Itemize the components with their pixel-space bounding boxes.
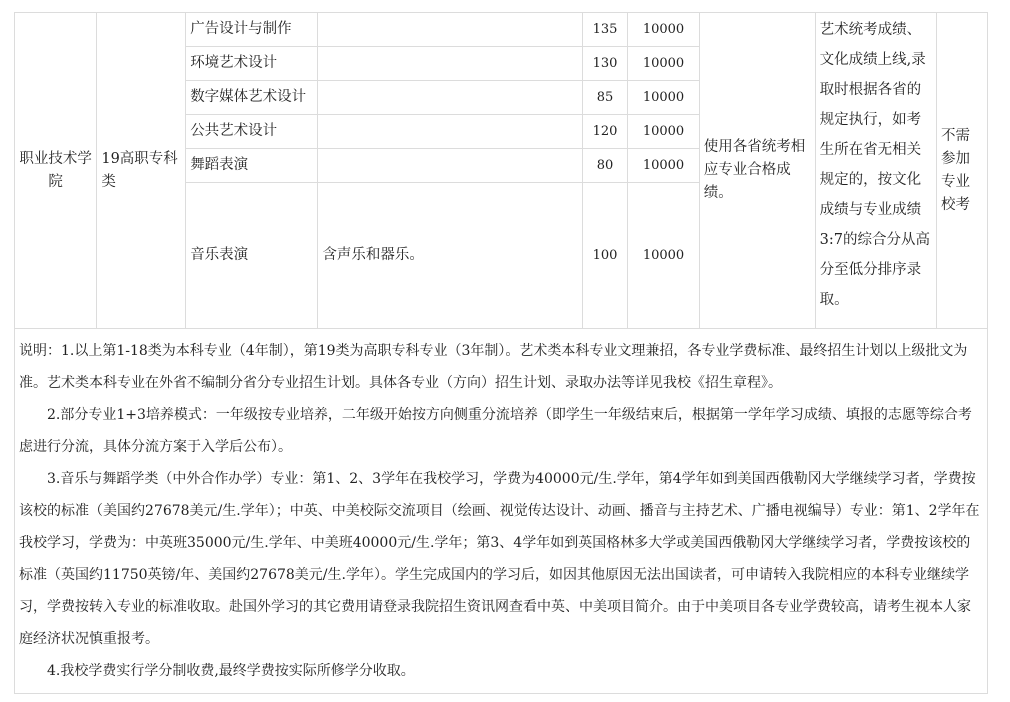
major-fee: 10000 bbox=[628, 47, 700, 81]
admission-rule-cell: 艺术统考成绩、文化成绩上线,录取时根据各省的规定执行，如考生所在省无相关规定的，按文化成绩与专业成绩3:7的综合分从高分至低分排序录取。 bbox=[815, 13, 936, 329]
major-note: 含声乐和器乐。 bbox=[318, 183, 582, 329]
major-plan: 135 bbox=[582, 13, 628, 47]
major-plan: 130 bbox=[582, 47, 628, 81]
major-plan: 80 bbox=[582, 149, 628, 183]
notes-section bbox=[14, 329, 988, 694]
note-3: 3.音乐与舞蹈学类（中外合作办学）专业：第1、2、3学年在我校学习，学费为40000元/生.学年，第4学年如到美国西俄勒冈大学继续学习者，学费按该校的标准（美国约27678美元/生.学年）；中英、中美校际交流项目（绘画、视觉传达设计、动画、播音与主持艺术、广播电视编导）专业：第1、2学年在我校学习，学费为：中英班35000元/生.学年、中美班40000元/生.学年；第3、4学年如到英国格林多大学或美国西俄勒冈大学继续学习者，学费按该校的标准（英国约11750英镑/年、美国约27678美元/生.学年）。学生完成国内的学习后，如因其他原因无法出国读者，可申请转入我院相应的本科专业继续学习，学费按转入专业的标准收取。赴国外学习的其它费用请登录我院招生资讯网查看中英、中美项目简介。由于中美项目各专业学费较高，请考生视本人家庭经济状况慎重报考。 bbox=[19, 471, 980, 647]
major-plan: 85 bbox=[582, 81, 628, 115]
major-note bbox=[318, 115, 582, 149]
major-fee: 10000 bbox=[628, 81, 700, 115]
major-plan: 100 bbox=[582, 183, 628, 329]
table-row bbox=[15, 13, 988, 47]
major-plan: 120 bbox=[582, 115, 628, 149]
major-fee: 10000 bbox=[628, 115, 700, 149]
major-name: 环境艺术设计 bbox=[186, 47, 318, 81]
note-1: 说明：1.以上第1-18类为本科专业（4年制），第19类为高职专科专业（3年制）。艺术类本科专业文理兼招，各专业学费标准、最终招生计划以上级批文为准。艺术类本科专业在外省不编制分省分专业招生计划。具体各专业（方向）招生计划、录取办法等详见我校《招生章程》。 bbox=[19, 343, 968, 391]
major-note bbox=[318, 149, 582, 183]
exam-requirement-cell: 使用各省统考相应专业合格成绩。 bbox=[699, 13, 815, 329]
major-name: 数字媒体艺术设计 bbox=[186, 81, 318, 115]
major-fee: 10000 bbox=[628, 149, 700, 183]
note-4: 4.我校学费实行学分制收费,最终学费按实际所修学分收取。 bbox=[47, 663, 415, 679]
major-name: 舞蹈表演 bbox=[186, 149, 318, 183]
major-name: 公共艺术设计 bbox=[186, 115, 318, 149]
admission-table bbox=[14, 12, 988, 329]
category-cell: 19高职专科类 bbox=[97, 13, 186, 329]
major-name: 音乐表演 bbox=[186, 183, 318, 329]
college-cell: 职业技术学院 bbox=[15, 13, 97, 329]
admission-document bbox=[14, 12, 988, 694]
major-fee: 10000 bbox=[628, 13, 700, 47]
major-name: 广告设计与制作 bbox=[186, 13, 318, 47]
major-fee: 10000 bbox=[628, 183, 700, 329]
major-note bbox=[318, 13, 582, 47]
note-2: 2.部分专业1+3培养模式：一年级按专业培养，二年级开始按方向侧重分流培养（即学生一年级结束后，根据第一学年学习成绩、填报的志愿等综合考虑进行分流，具体分流方案于入学后公布）。 bbox=[19, 407, 972, 455]
school-exam-cell: 不需参加专业校考 bbox=[937, 13, 988, 329]
major-note bbox=[318, 47, 582, 81]
major-note bbox=[318, 81, 582, 115]
